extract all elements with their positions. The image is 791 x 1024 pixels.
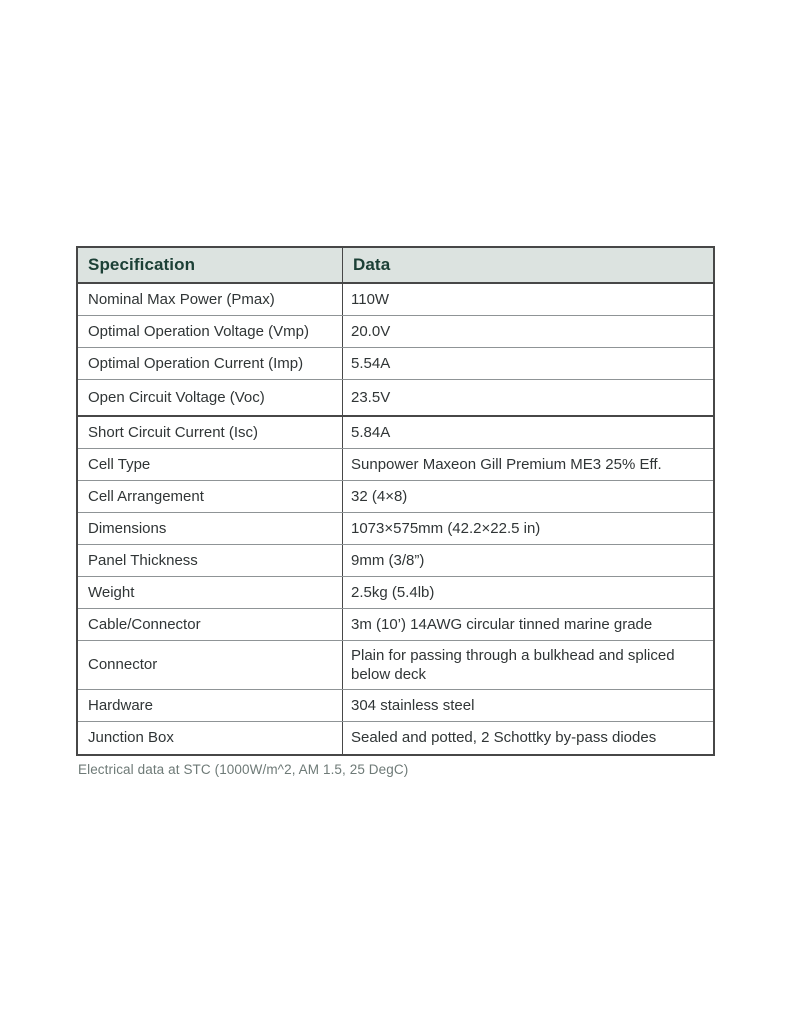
data-value: Plain for passing through a bulkhead and spliced below deck bbox=[351, 646, 675, 683]
data-cell bbox=[343, 513, 713, 544]
spec-cell bbox=[78, 380, 343, 415]
data-cell bbox=[343, 449, 713, 480]
table-row bbox=[78, 690, 713, 722]
data-value: 5.84A bbox=[351, 423, 391, 441]
data-cell bbox=[343, 316, 713, 347]
spec-label: Connector bbox=[88, 656, 158, 674]
table-row bbox=[78, 481, 713, 513]
table-footnote: Electrical data at STC (1000W/m^2, AM 1.5, 25 DegC) bbox=[78, 762, 409, 777]
spec-cell bbox=[78, 284, 343, 315]
spec-cell bbox=[78, 641, 343, 689]
table-row bbox=[78, 545, 713, 577]
table-row bbox=[78, 380, 713, 417]
spec-label: Open Circuit Voltage (Voc) bbox=[88, 388, 265, 406]
spec-label: Panel Thickness bbox=[88, 551, 198, 569]
data-cell bbox=[343, 417, 713, 448]
spec-cell bbox=[78, 316, 343, 347]
data-value: 32 (4×8) bbox=[351, 487, 408, 505]
spec-label: Optimal Operation Current (Imp) bbox=[88, 354, 304, 372]
data-value: 9mm (3/8”) bbox=[351, 551, 425, 569]
spec-label: Cable/Connector bbox=[88, 615, 201, 633]
header-cell-specification: Specification bbox=[78, 248, 343, 282]
data-cell bbox=[343, 284, 713, 315]
data-cell bbox=[343, 641, 713, 689]
spec-cell bbox=[78, 449, 343, 480]
data-cell bbox=[343, 380, 713, 415]
spec-cell bbox=[78, 722, 343, 754]
data-value: Sunpower Maxeon Gill Premium ME3 25% Eff. bbox=[351, 455, 662, 473]
data-cell bbox=[343, 545, 713, 576]
table-header-row bbox=[78, 248, 713, 284]
data-cell bbox=[343, 609, 713, 640]
spec-cell bbox=[78, 545, 343, 576]
spec-label: Weight bbox=[88, 583, 135, 601]
data-value: 5.54A bbox=[351, 354, 391, 372]
table-row bbox=[78, 513, 713, 545]
table-row bbox=[78, 284, 713, 316]
table-row bbox=[78, 577, 713, 609]
spec-cell bbox=[78, 609, 343, 640]
data-cell bbox=[343, 348, 713, 379]
spec-cell bbox=[78, 481, 343, 512]
header-cell-data: Data bbox=[353, 255, 391, 274]
spec-label: Optimal Operation Voltage (Vmp) bbox=[88, 322, 309, 340]
table-row bbox=[78, 609, 713, 641]
data-cell bbox=[343, 722, 713, 754]
table-row bbox=[78, 641, 713, 690]
spec-cell bbox=[78, 513, 343, 544]
spec-label: Short Circuit Current (Isc) bbox=[88, 423, 259, 441]
spec-label: Hardware bbox=[88, 696, 154, 714]
table-rows bbox=[78, 284, 713, 754]
data-value: 2.5kg (5.4lb) bbox=[351, 583, 435, 601]
spec-cell bbox=[78, 348, 343, 379]
data-value: Sealed and potted, 2 Schottky by-pass diodes bbox=[351, 729, 657, 747]
table-row bbox=[78, 449, 713, 481]
spec-label: Cell Arrangement bbox=[88, 487, 204, 505]
data-value: 304 stainless steel bbox=[351, 696, 475, 714]
data-cell bbox=[343, 481, 713, 512]
data-cell bbox=[343, 690, 713, 721]
data-value: 110W bbox=[351, 290, 390, 308]
data-value: 1073×575mm (42.2×22.5 in) bbox=[351, 519, 541, 537]
table-row bbox=[78, 316, 713, 348]
table-row bbox=[78, 417, 713, 449]
data-value: 20.0V bbox=[351, 322, 391, 340]
spec-cell bbox=[78, 577, 343, 608]
data-value: 3m (10’) 14AWG circular tinned marine grade bbox=[351, 615, 653, 633]
table-row bbox=[78, 348, 713, 380]
data-cell bbox=[343, 577, 713, 608]
spec-label: Cell Type bbox=[88, 455, 151, 473]
data-value: 23.5V bbox=[351, 388, 391, 406]
spec-label: Nominal Max Power (Pmax) bbox=[88, 290, 275, 308]
spec-label: Dimensions bbox=[88, 519, 167, 537]
spec-cell bbox=[78, 417, 343, 448]
table-row bbox=[78, 722, 713, 754]
specification-table bbox=[76, 246, 715, 756]
spec-label: Junction Box bbox=[88, 729, 174, 747]
spec-cell bbox=[78, 690, 343, 721]
